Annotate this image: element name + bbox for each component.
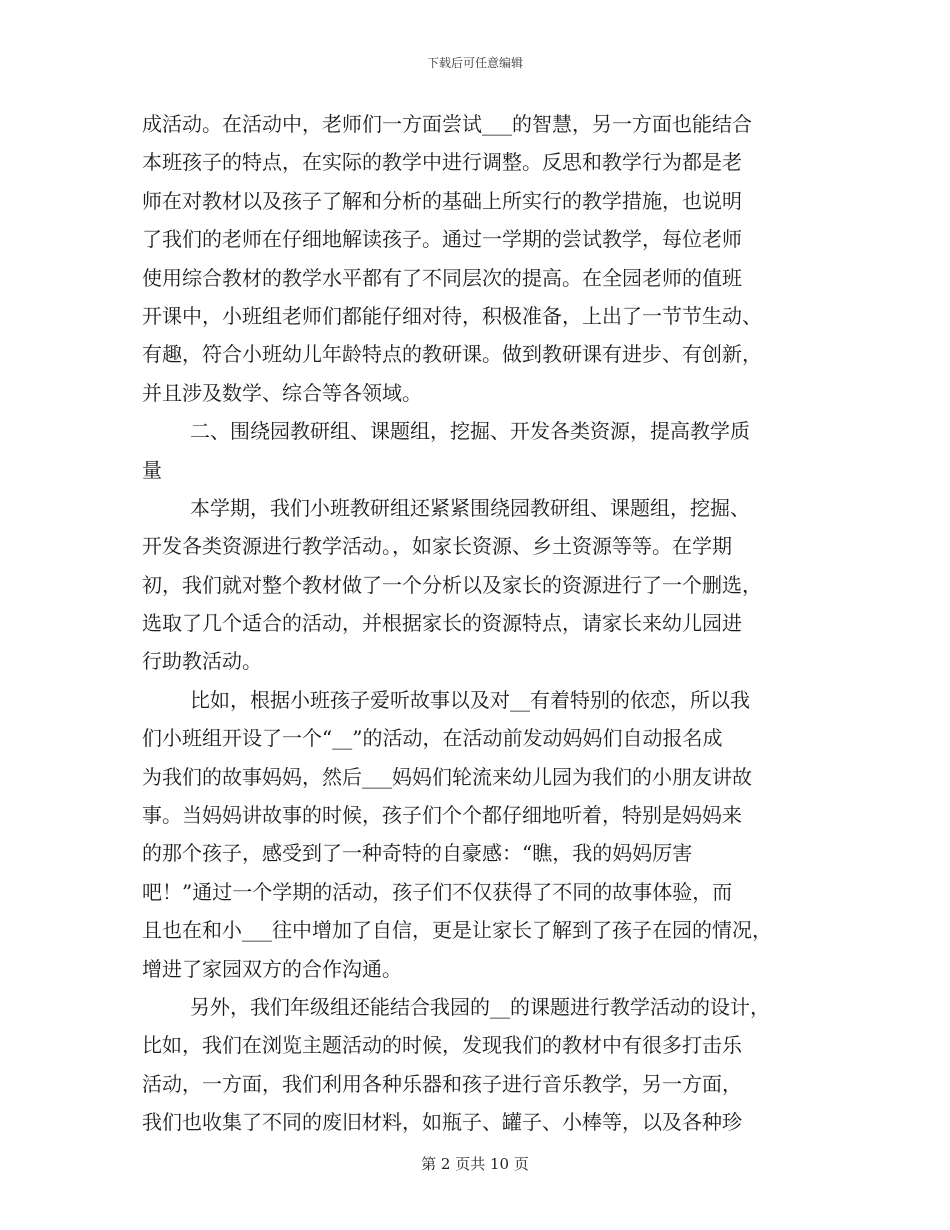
- text-line: 行助教活动。: [142, 649, 262, 674]
- text-line: 为我们的故事妈妈，然后___妈妈们轮流来幼儿园为我们的小朋友讲故: [142, 764, 752, 789]
- text-line: 开发各类资源进行教学活动。，如家长资源、乡土资源等等。在学期: [142, 534, 732, 559]
- text-line: 比如，我们在浏览主题活动的时候，发现我们的教材中有很多打击乐: [142, 1033, 742, 1058]
- text-line: 本班孩子的特点，在实际的教学中进行调整。反思和教学行为都是老: [142, 150, 742, 175]
- text-line: 我们也收集了不同的废旧材料，如瓶子、罐子、小棒等，以及各种珍: [142, 1110, 742, 1135]
- text-line: 选取了几个适合的活动，并根据家长的资源特点，请家长来幼儿园进: [142, 611, 742, 636]
- text-line: 量: [142, 457, 162, 482]
- text-line: 并且涉及数学、综合等各领域。: [142, 380, 422, 405]
- text-line: 的那个孩子，感受到了一种奇特的自豪感：“瞧，我的妈妈厉害: [142, 841, 693, 866]
- text-line: 事。当妈妈讲故事的时候，孩子们个个都仔细地听着，特别是妈妈来: [142, 803, 742, 828]
- page-header: 下载后可任意编辑: [426, 56, 523, 70]
- text-line: 二、围绕园教研组、课题组，挖掘、开发各类资源，提高教学质: [190, 419, 750, 444]
- text-line: 了我们的老师在仔细地解读孩子。通过一学期的尝试教学，每位老师: [142, 227, 742, 252]
- text-line: 活动，一方面，我们利用各种乐器和孩子进行音乐教学，另一方面，: [142, 1071, 742, 1096]
- text-line: 且也在和小___往中增加了自信，更是让家长了解到了孩子在园的情况，: [142, 918, 772, 943]
- text-line: 成活动。在活动中，老师们一方面尝试___的智慧，另一方面也能结合: [142, 112, 752, 136]
- text-line: 本学期，我们小班教研组还紧紧围绕园教研组、课题组，挖掘、: [190, 495, 750, 520]
- text-line: 有趣，符合小班幼儿年龄特点的教研课。做到教研课有进步、有创新，: [142, 342, 762, 367]
- text-line: 使用综合教材的教学水平都有了不同层次的提高。在全园老师的值班: [142, 265, 742, 290]
- document-body: [142, 105, 822, 1142]
- text-line: 开课中，小班组老师们都能仔细对待，积极准备，上出了一节节生动、: [142, 303, 762, 328]
- text-line: 增进了家园双方的合作沟通。: [142, 956, 402, 981]
- text-line: 吧！”通过一个学期的活动，孩子们不仅获得了不同的故事体验，而: [142, 879, 733, 904]
- page-number-footer: 第 2 页共 10 页: [421, 1155, 529, 1173]
- text-line: 初，我们就对整个教材做了一个分析以及家长的资源进行了一个删选，: [142, 572, 762, 597]
- text-line: 师在对教材以及孩子了解和分析的基础上所实行的教学措施，也说明: [142, 188, 742, 213]
- text-line: 另外，我们年级组还能结合我园的__的课题进行教学活动的设计，: [190, 994, 770, 1019]
- text-line: 们小班组开设了一个“__”的活动，在活动前发动妈妈们自动报名成: [142, 726, 723, 751]
- text-line: 比如，根据小班孩子爱听故事以及对__有着特别的依恋，所以我: [190, 687, 750, 712]
